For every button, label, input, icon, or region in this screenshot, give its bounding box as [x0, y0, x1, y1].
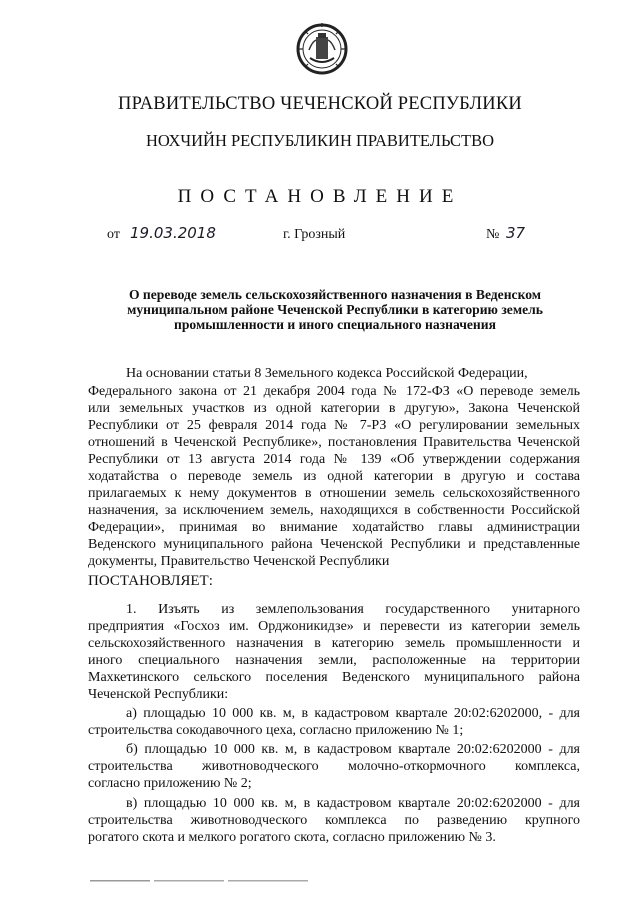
decree-number: 37 — [506, 224, 526, 242]
subitem-line: строительства животноводческого молочно-откормочного комплекса, — [88, 759, 580, 774]
decree-date: 19.03.2018 — [130, 224, 216, 242]
subitem-line: в) площадью 10 000 кв. м, в кадастровом квартале 20:02:6202000 - для — [126, 796, 580, 811]
subitem-line: а) площадью 10 000 кв. м, в кадастровом квартале 20:02:6202000, - для — [126, 706, 580, 721]
decree-heading: ПОСТАНОВЛЕНИЕ — [177, 186, 463, 207]
government-name-ru: ПРАВИТЕЛЬСТВО ЧЕЧЕНСКОЙ РЕСПУБЛИКИ — [118, 94, 522, 114]
resolves-heading: ПОСТАНОВЛЯЕТ: — [88, 573, 213, 589]
title-line: О переводе земель сельскохозяйственного назначения в Веденском — [128, 287, 542, 302]
preamble-line: или земельных участков из одной категории в другую», Закона Чеченской — [88, 401, 580, 416]
preamble-line: Федерации», принимая во внимание ходатайство главы администрации — [88, 520, 580, 535]
subitem-line: строительства животноводческого комплекса по разведению крупного — [88, 813, 580, 828]
number-prefix: № — [486, 227, 500, 242]
item-line: предприятия «Госхоз им. Орджоникидзе» и перевести из категории земель — [88, 619, 580, 634]
subitem-line: строительства сокодавочного цеха, согласно приложению № 1; — [88, 723, 464, 738]
preamble-line: прилагаемых к нему документов в отношении земель сельскохозяйственного — [88, 486, 580, 501]
preamble-line: отношений в Чеченской Республике», постановления Правительства Чеченской — [88, 435, 580, 450]
government-name-ce: НОХЧИЙН РЕСПУБЛИКИН ПРАВИТЕЛЬСТВО — [145, 131, 495, 150]
item-line: 1. Изъять из землепользования государственного унитарного — [126, 602, 580, 617]
preamble-line: Республики от 13 августа 2014 года № 139 «Об утверждении содержания — [88, 452, 580, 467]
subitem-line: б) площадью 10 000 кв. м, в кадастровом квартале 20:02:6202000 - для — [126, 742, 580, 757]
title-line: муниципальном районе Чеченской Республики в категорию земель — [127, 302, 543, 317]
item-line: Махкетинского сельского поселения Веденского муниципального района — [88, 670, 580, 685]
item-line: иного специального назначения земли, расположенные на территории — [88, 653, 580, 668]
subitem-line: согласно приложению № 2; — [88, 776, 252, 791]
print-footer-marks — [90, 878, 310, 884]
preamble-line: назначения, за исключением земель, находящихся в собственности Российской — [88, 503, 580, 518]
preamble-line: На основании статьи 8 Земельного кодекса Российской Федерации, — [126, 366, 528, 381]
preamble-line: Веденского муниципального района Чеченской Республики и представленные — [88, 537, 580, 552]
item-line: сельскохозяйственного назначения в категорию земель промышленности и — [88, 636, 580, 651]
coat-of-arms-icon — [296, 20, 348, 78]
title-line: промышленности и иного специального назначения — [174, 317, 496, 332]
date-prefix: от — [107, 227, 120, 242]
preamble-line: ходатайства о переводе земель из одной категории в другую и состава — [88, 469, 580, 484]
item-line: Чеченской Республики: — [88, 687, 229, 702]
preamble-line: Республики от 25 февраля 2014 года № 7-РЗ «О регулировании земельных — [88, 418, 580, 433]
subitem-line: рогатого скота и мелкого рогатого скота, согласно приложению № 3. — [88, 830, 496, 845]
decree-city: г. Грозный — [283, 227, 346, 242]
preamble-line: документы, Правительство Чеченской Республики — [88, 554, 390, 569]
decree-title — [95, 287, 575, 332]
preamble-line: Федерального закона от 21 декабря 2004 года № 172-ФЗ «О переводе земель — [88, 384, 580, 399]
